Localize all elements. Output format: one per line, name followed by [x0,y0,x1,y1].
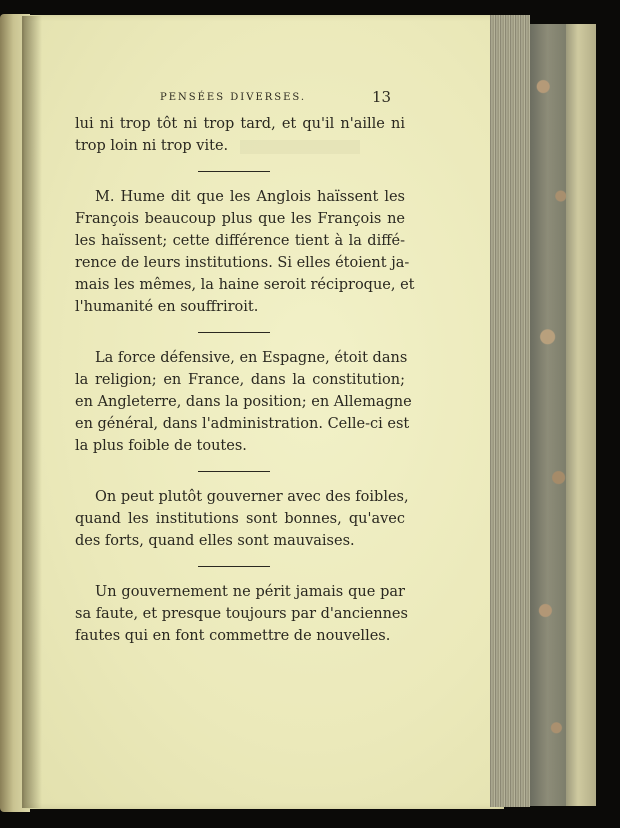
section-rule [198,171,270,172]
text-line: la religion; en France, dans la constitution; [75,372,405,388]
text-line: La force défensive, en Espagne, étoit dans [95,350,408,366]
text-line: quand les institutions sont bonnes, qu'avec [75,511,405,527]
section-rule [198,471,270,472]
text-line: en général, dans l'administration. Celle-ci est [75,416,410,432]
text-line: rence de leurs institutions. Si elles étoient ja- [75,255,410,271]
text-line: mais les mêmes, la haine seroit réciproque, et [75,277,415,293]
text-line: la plus foible de toutes. [75,438,247,454]
text-line: François beaucoup plus que les François ne [75,211,405,227]
text-line: M. Hume dit que les Anglois haïssent les [95,189,405,205]
page-header [160,88,420,108]
cover-edge [566,24,596,806]
page-number: 13 [372,88,392,106]
text-line: les haïssent; cette différence tient à la diffé- [75,233,405,249]
paragraph [75,347,412,457]
text-line: en Angleterre, dans la position; en Allemagne [75,394,412,410]
text-line: sa faute, et presque toujours par d'anciennes [75,606,408,622]
paragraph [75,113,405,157]
section-rule [198,332,270,333]
text-line: fautes qui en font commettre de nouvelles. [75,628,391,644]
text-line: lui ni trop tôt ni trop tard, et qu'il n'aille ni [75,116,405,132]
text-block [75,113,415,647]
text-line: des forts, quand elles sont mauvaises. [75,533,355,549]
text-line: l'humanité en souffriroit. [75,299,259,315]
section-rule [198,566,270,567]
paragraph [75,581,408,647]
text-line: Un gouvernement ne périt jamais que par [95,584,405,600]
paragraph [75,186,415,318]
paragraph [75,486,409,552]
text-line: On peut plutôt gouverner avec des foibles, [95,489,409,505]
text-line: trop loin ni trop vite. [75,138,229,154]
gutter-shadow [22,16,42,808]
running-head: PENSÉES DIVERSES. [160,92,307,103]
fore-edge-pages [490,15,530,807]
